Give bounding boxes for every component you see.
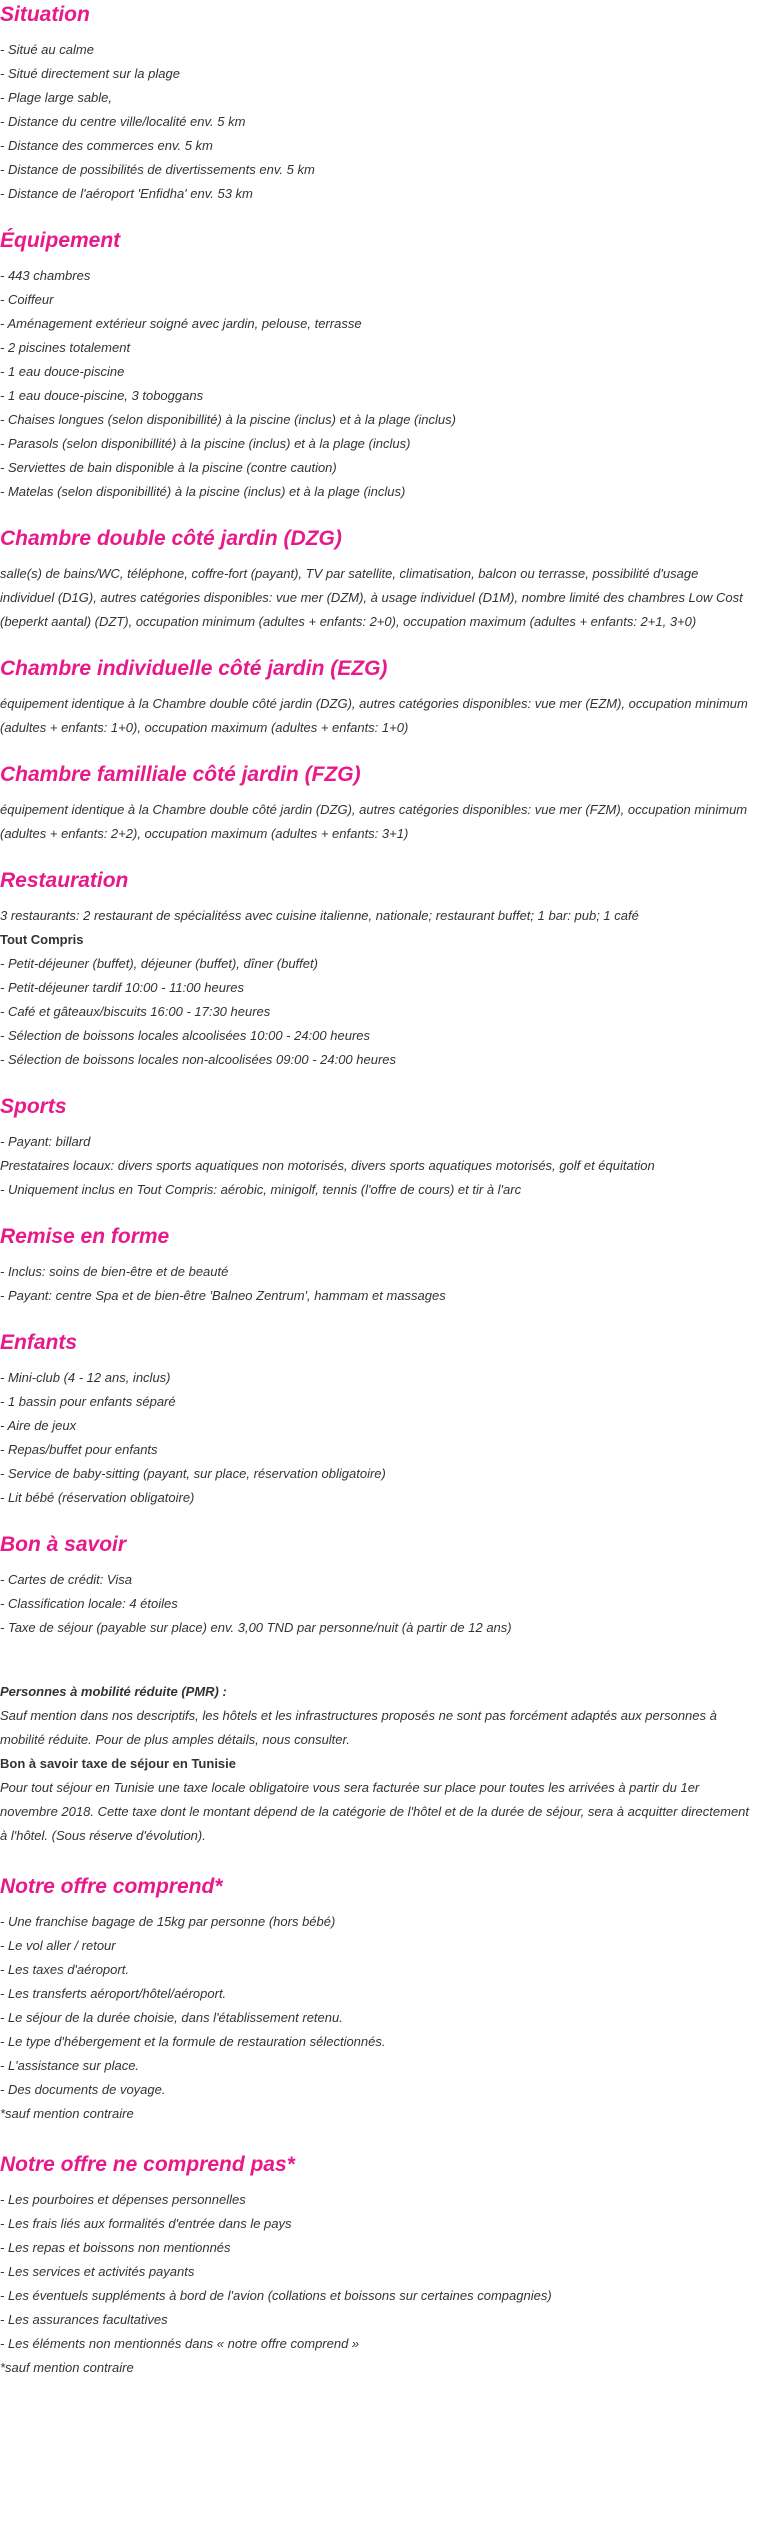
tax-heading: Bon à savoir taxe de séjour en Tunisie <box>0 1756 236 1771</box>
room-description: équipement identique à la Chambre double côté jardin (DZG), autres catégories disponibles: vue mer (FZM), occupation minimum (adultes + enfants: 2+2), occupation maximum (adultes + enfants: 3+1) <box>0 802 748 841</box>
list-item: - 1 eau douce-piscine <box>0 364 125 379</box>
list-item: - 1 bassin pour enfants séparé <box>0 1394 176 1409</box>
section-title: Restauration <box>0 869 129 892</box>
list-item: - Situé au calme <box>0 42 94 57</box>
section-title: Bon à savoir <box>0 1533 127 1556</box>
list-item: - Aire de jeux <box>0 1418 77 1433</box>
section-restauration <box>0 866 752 1072</box>
list-item: - Coiffeur <box>0 292 54 307</box>
list-item: - Uniquement inclus en Tout Compris: aérobic, minigolf, tennis (l'offre de cours) et tir à l'arc <box>0 1182 522 1197</box>
list-item: - 1 eau douce-piscine, 3 toboggans <box>0 388 204 403</box>
section-situation <box>0 0 752 206</box>
section-title: Notre offre comprend* <box>0 1875 223 1898</box>
section-title: Équipement <box>0 229 121 252</box>
list-item: - Payant: billard <box>0 1134 91 1149</box>
section-title: Sports <box>0 1095 67 1118</box>
list-item: - Plage large sable, <box>0 90 113 105</box>
list-item: - Inclus: soins de bien-être et de beauté <box>0 1264 229 1279</box>
section-pmr <box>0 1680 752 1848</box>
list-item: - Les éventuels suppléments à bord de l'avion (collations et boissons sur certaines compagnies) <box>0 2288 552 2303</box>
section-title: Situation <box>0 3 90 26</box>
room-description: équipement identique à la Chambre double côté jardin (DZG), autres catégories disponibles: vue mer (EZM), occupation minimum (adultes + enfants: 1+0), occupation maximum (adultes + enfants: 1+0) <box>0 696 748 735</box>
section-equipement <box>0 226 752 504</box>
list-item: - Aménagement extérieur soigné avec jardin, pelouse, terrasse <box>0 316 362 331</box>
list-item: - Mini-club (4 - 12 ans, inclus) <box>0 1370 171 1385</box>
list-item: - Distance de possibilités de divertissements env. 5 km <box>0 162 315 177</box>
list-item: - Les services et activités payants <box>0 2264 195 2279</box>
list-item: - Les assurances facultatives <box>0 2312 168 2327</box>
list-item: - Serviettes de bain disponible à la piscine (contre caution) <box>0 460 337 475</box>
list-item: - Les repas et boissons non mentionnés <box>0 2240 231 2255</box>
list-item: - Le type d'hébergement et la formule de restauration sélectionnés. <box>0 2034 386 2049</box>
list-item: - Le vol aller / retour <box>0 1938 116 1953</box>
list-item: - Sélection de boissons locales alcoolisées 10:00 - 24:00 heures <box>0 1028 371 1043</box>
section-title: Remise en forme <box>0 1225 170 1248</box>
section-enfants <box>0 1328 752 1510</box>
list-item: - 443 chambres <box>0 268 91 283</box>
list-item: - Distance des commerces env. 5 km <box>0 138 213 153</box>
section-title: Chambre individuelle côté jardin (EZG) <box>0 657 388 680</box>
list-item: - Service de baby-sitting (payant, sur place, réservation obligatoire) <box>0 1466 386 1481</box>
section-title: Chambre familliale côté jardin (FZG) <box>0 763 361 786</box>
section-chambre-double <box>0 524 752 634</box>
section-offre-ne-comprend-pas <box>0 2150 752 2380</box>
list-item: - Chaises longues (selon disponibillité) à la piscine (inclus) et à la plage (inclus) <box>0 412 456 427</box>
restaurant-intro: 3 restaurants: 2 restaurant de spécialitéss avec cuisine italienne, nationale; restaurant buffet; 1 bar: pub; 1 café <box>0 908 639 923</box>
list-item: - Lit bébé (réservation obligatoire) <box>0 1490 195 1505</box>
room-description: salle(s) de bains/WC, téléphone, coffre-fort (payant), TV par satellite, climatisation, balcon ou terrasse, possibilité d'usage individuel (D1G), autres catégories disponibles: vue mer (DZM), à usage individuel (D1M), nombre limité des chambres Low Cost (beperkt aantal) (DZT), occupation minimum (adultes + enfants: 2+0), occupation maximum (adultes + enfants: 2+1, 3+0) <box>0 566 743 629</box>
list-item: - Café et gâteaux/biscuits 16:00 - 17:30 heures <box>0 1004 271 1019</box>
pmr-heading: Personnes à mobilité réduite (PMR) : <box>0 1684 227 1699</box>
list-item: - Distance de l'aéroport 'Enfidha' env. 53 km <box>0 186 253 201</box>
section-bon-a-savoir <box>0 1530 752 1640</box>
list-item: - Les pourboires et dépenses personnelles <box>0 2192 246 2207</box>
list-item: - Sélection de boissons locales non-alcoolisées 09:00 - 24:00 heures <box>0 1052 397 1067</box>
list-item: - L'assistance sur place. <box>0 2058 140 2073</box>
section-sports <box>0 1092 752 1202</box>
section-title: Notre offre ne comprend pas* <box>0 2153 295 2176</box>
list-item: - Des documents de voyage. <box>0 2082 166 2097</box>
section-chambre-individuelle <box>0 654 752 740</box>
list-item: - Taxe de séjour (payable sur place) env. 3,00 TND par personne/nuit (à partir de 12 ans) <box>0 1620 512 1635</box>
list-item: - Les éléments non mentionnés dans « notre offre comprend » <box>0 2336 360 2351</box>
list-item: - 2 piscines totalement <box>0 340 131 355</box>
footnote: *sauf mention contraire <box>0 2360 134 2375</box>
tax-text: Pour tout séjour en Tunisie une taxe locale obligatoire vous sera facturée sur place pour toutes les arrivées à partir du 1er novembre 2018. Cette taxe dont le montant dépend de la catégorie de l'hôtel et de la durée de séjour, sera à acquitter directement à l'hôtel. (Sous réserve d'évolution). <box>0 1780 750 1843</box>
list-item: - Parasols (selon disponibillité) à la piscine (inclus) et à la plage (inclus) <box>0 436 411 451</box>
list-item: - Le séjour de la durée choisie, dans l'établissement retenu. <box>0 2010 343 2025</box>
list-item: - Payant: centre Spa et de bien-être 'Balneo Zentrum', hammam et massages <box>0 1288 446 1303</box>
list-item: - Distance du centre ville/localité env. 5 km <box>0 114 246 129</box>
list-item: - Une franchise bagage de 15kg par personne (hors bébé) <box>0 1914 336 1929</box>
list-item: - Les transferts aéroport/hôtel/aéroport. <box>0 1986 227 2001</box>
section-offre-comprend <box>0 1872 752 2126</box>
pmr-text: Sauf mention dans nos descriptifs, les hôtels et les infrastructures proposés ne sont pas forcément adaptés aux personnes à mobilité réduite. Pour de plus amples détails, nous consulter. <box>0 1708 717 1747</box>
list-item: - Repas/buffet pour enfants <box>0 1442 158 1457</box>
list-item: - Les taxes d'aéroport. <box>0 1962 129 1977</box>
section-chambre-familliale <box>0 760 752 846</box>
section-title: Chambre double côté jardin (DZG) <box>0 527 342 550</box>
section-title: Enfants <box>0 1331 78 1354</box>
list-item: - Les frais liés aux formalités d'entrée dans le pays <box>0 2216 292 2231</box>
list-item: - Matelas (selon disponibillité) à la piscine (inclus) et à la plage (inclus) <box>0 484 406 499</box>
list-item: - Petit-déjeuner tardif 10:00 - 11:00 heures <box>0 980 245 995</box>
list-item: - Situé directement sur la plage <box>0 66 180 81</box>
footnote: *sauf mention contraire <box>0 2106 134 2121</box>
list-item: Prestataires locaux: divers sports aquatiques non motorisés, divers sports aquatiques motorisés, golf et équitation <box>0 1158 655 1173</box>
list-item: - Petit-déjeuner (buffet), déjeuner (buffet), dîner (buffet) <box>0 956 318 971</box>
list-item: - Classification locale: 4 étoiles <box>0 1596 178 1611</box>
all-inclusive-heading: Tout Compris <box>0 932 84 947</box>
section-remise-en-forme <box>0 1222 752 1308</box>
list-item: - Cartes de crédit: Visa <box>0 1572 132 1587</box>
